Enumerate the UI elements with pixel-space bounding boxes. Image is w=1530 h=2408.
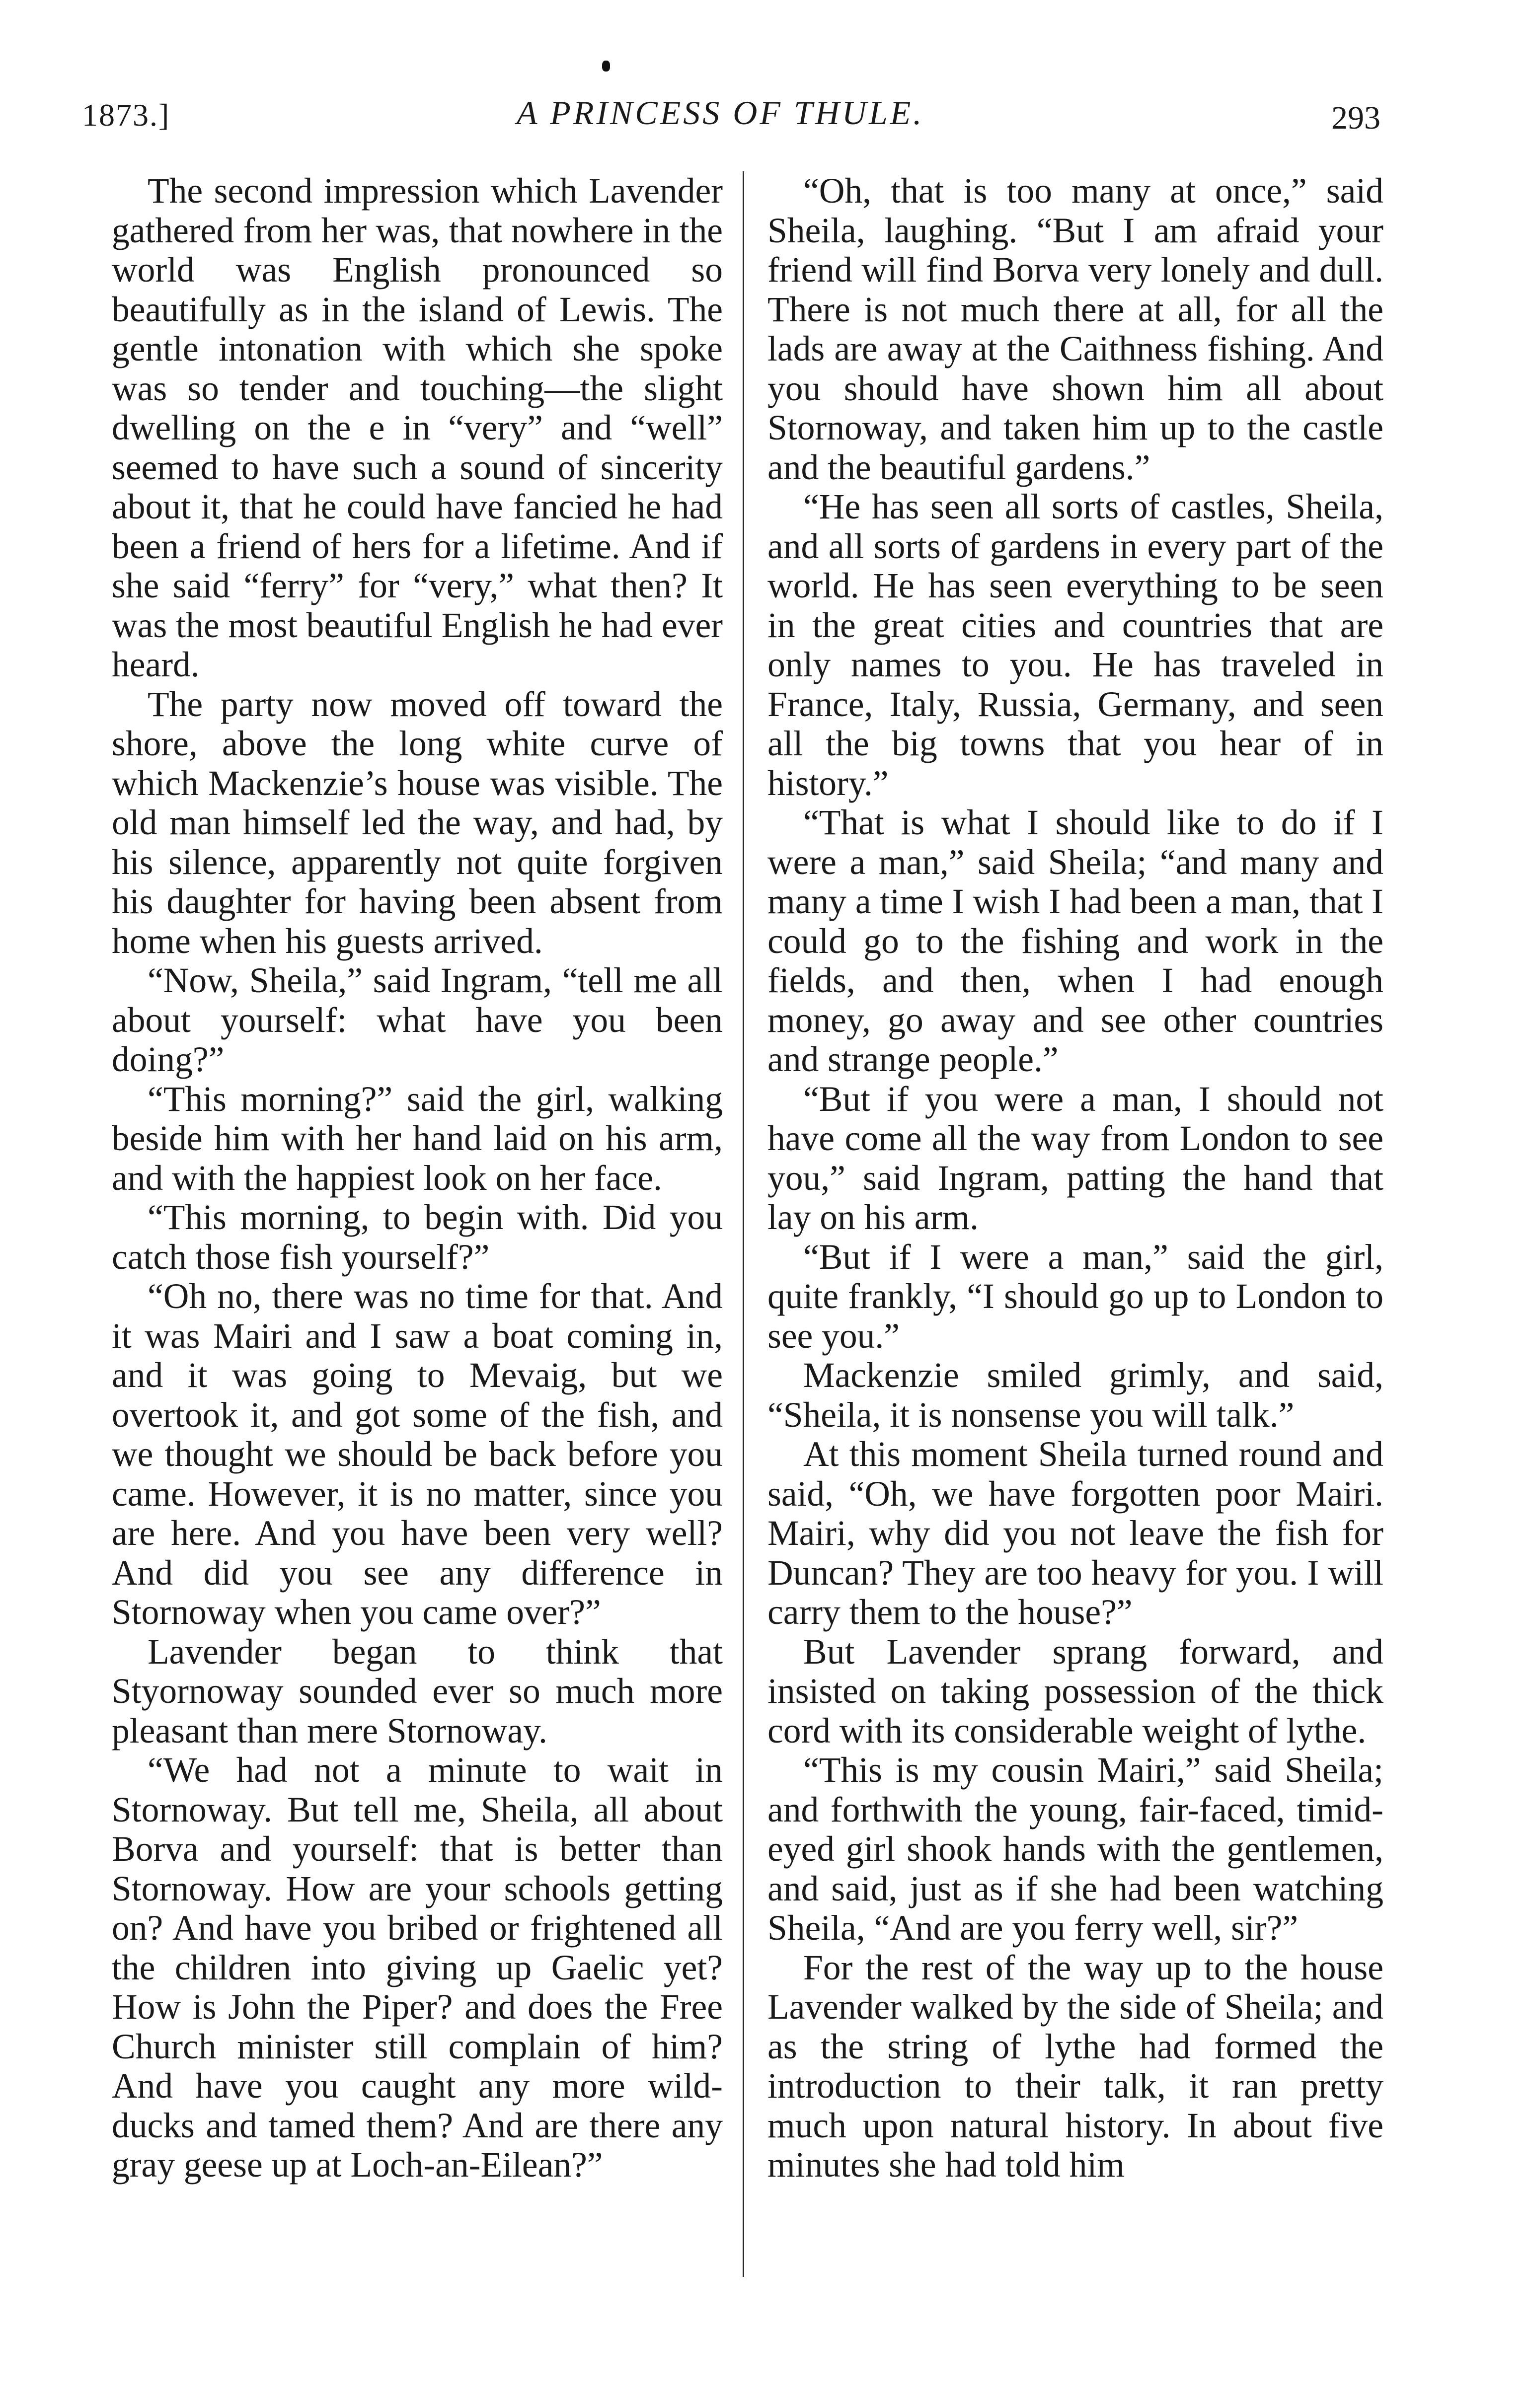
ink-blot	[602, 61, 610, 72]
paragraph: “He has seen all sorts of castles, Sheila, and all sorts of gardens in every part of the world. He has seen everything to be seen in the great cities and countries that are only names to you. He has traveled in France, Italy, Russia, Germany, and seen all the big towns that you hear of in history.”	[767, 487, 1383, 803]
paragraph: “That is what I should like to do if I were a man,” said Sheila; “and many and many a time I wish I had been a man, that I could go to the fishing and work in the fields, and then, when I had enough money, go away and see other countries and strange people.”	[767, 803, 1383, 1079]
paragraph: “Now, Sheila,” said Ingram, “tell me all about yourself: what have you been doing?”	[112, 961, 723, 1079]
left-column	[112, 171, 723, 2185]
paragraph: The party now moved off toward the shore, above the long white curve of which Mackenzie’s house was visible. The old man himself led the way, and had, by his silence, apparently not quite forgiven his daughter for having been absent from home when his guests arrived.	[112, 684, 723, 961]
paragraph: “Oh, that is too many at once,” said Sheila, laughing. “But I am afraid your friend will find Borva very lonely and dull. There is not much there at all, for all the lads are away at the Caithness fishing. And you should have shown him all about Stornoway, and taken him up to the castle and the beautiful gardens.”	[767, 171, 1383, 487]
column-divider	[743, 171, 744, 2277]
paragraph: “But if you were a man, I should not have come all the way from London to see you,” said Ingram, patting the hand that lay on his arm.	[767, 1079, 1383, 1237]
paragraph: At this moment Sheila turned round and said, “Oh, we have forgotten poor Mairi. Mairi, why did you not leave the fish for Duncan? They are too heavy for you. I will carry them to the house?”	[767, 1435, 1383, 1632]
page-number: 293	[1331, 100, 1380, 136]
paragraph: “We had not a minute to wait in Stornoway. But tell me, Sheila, all about Borva and yourself: that is better than Stornoway. How are your schools getting on? And have you bribed or frightened all the children into giving up Gaelic yet? How is John the Piper? and does the Free Church minister still complain of him? And have you caught any more wild-ducks and tamed them? And are there any gray geese up at Loch-an-Eilean?”	[112, 1751, 723, 2185]
paragraph: The second impression which Lavender gathered from her was, that nowhere in the world was English pronounced so beautifully as in the island of Lewis. The gentle intonation with which she spoke was so tender and touching—the slight dwelling on the e in “very” and “well” seemed to have such a sound of sincerity about it, that he could have fancied he had been a friend of hers for a lifetime. And if she said “ferry” for “very,” what then? It was the most beautiful English he had ever heard.	[112, 171, 723, 684]
paragraph: “But if I were a man,” said the girl, quite frankly, “I should go up to London to see you.”	[767, 1237, 1383, 1356]
paragraph: Lavender began to think that Styornoway sounded ever so much more pleasant than mere Stornoway.	[112, 1632, 723, 1751]
paragraph: “This is my cousin Mairi,” said Sheila; and forthwith the young, fair-faced, timid-eyed girl shook hands with the gentlemen, and said, just as if she had been watching Sheila, “And are you ferry well, sir?”	[767, 1751, 1383, 1948]
paragraph: For the rest of the way up to the house Lavender walked by the side of Sheila; and as the string of lythe had formed the introduction to their talk, it ran pretty much upon natural history. In about five minutes she had told him	[767, 1948, 1383, 2185]
header-year: 1873.]	[82, 97, 170, 133]
paragraph: But Lavender sprang forward, and insisted on taking possession of the thick cord with its considerable weight of lythe.	[767, 1632, 1383, 1751]
paragraph: “This morning, to begin with. Did you catch those fish yourself?”	[112, 1198, 723, 1277]
paragraph: “Oh no, there was no time for that. And it was Mairi and I saw a boat coming in, and it was going to Mevaig, but we overtook it, and got some of the fish, and we thought we should be back before you came. However, it is no matter, since you are here. And you have been very well? And did you see any difference in Stornoway when you came over?”	[112, 1277, 723, 1632]
paragraph: “This morning?” said the girl, walking beside him with her hand laid on his arm, and with the happiest look on her face.	[112, 1079, 723, 1198]
paragraph: Mackenzie smiled grimly, and said, “Sheila, it is nonsense you will talk.”	[767, 1356, 1383, 1435]
right-column	[767, 171, 1383, 2185]
running-title: A PRINCESS OF THULE.	[517, 94, 924, 132]
